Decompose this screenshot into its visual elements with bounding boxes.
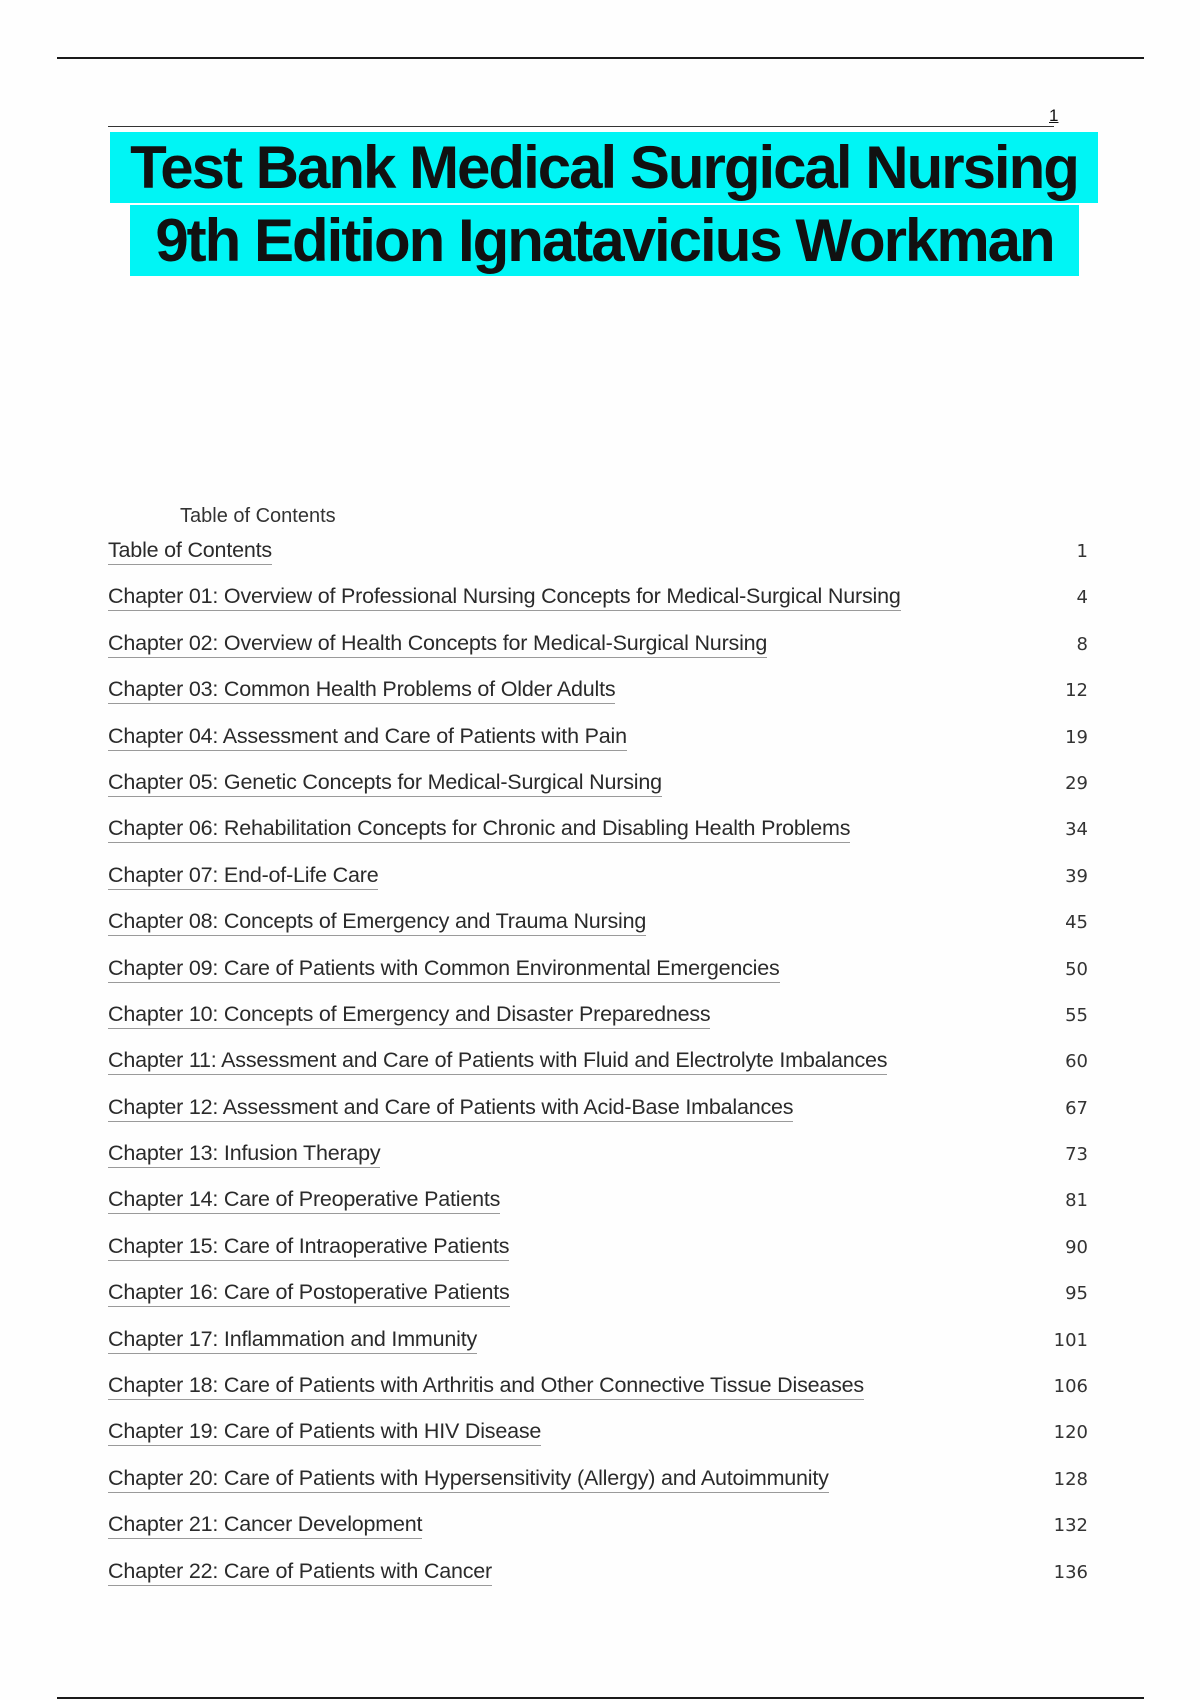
toc-entry[interactable]	[108, 1138, 1088, 1184]
bottom-rule	[57, 1697, 1144, 1699]
toc-entry-page: 50	[1065, 958, 1088, 980]
toc-entry-page: 29	[1065, 772, 1088, 794]
toc-entry-page: 136	[1053, 1561, 1088, 1583]
toc-entry[interactable]	[108, 999, 1088, 1045]
toc-entry[interactable]	[108, 628, 1088, 674]
toc-entry[interactable]	[108, 906, 1088, 952]
toc-entry-page: 120	[1053, 1422, 1088, 1444]
toc-entry-page: 45	[1065, 912, 1088, 934]
toc-entry[interactable]	[108, 581, 1088, 627]
toc-entry[interactable]	[108, 1277, 1088, 1323]
toc-entry-link[interactable]: Chapter 03: Common Health Problems of Older Adults	[108, 677, 615, 704]
toc-entry[interactable]	[108, 813, 1088, 859]
toc-entry-link[interactable]: Chapter 07: End-of-Life Care	[108, 863, 378, 890]
toc-entry[interactable]	[108, 1416, 1088, 1462]
toc-entry[interactable]	[108, 767, 1088, 813]
toc-entry-page: 60	[1065, 1051, 1088, 1073]
toc-entry-page: 101	[1053, 1329, 1088, 1351]
toc-entry-link[interactable]: Chapter 19: Care of Patients with HIV Disease	[108, 1419, 541, 1446]
toc-entry-link[interactable]: Chapter 13: Infusion Therapy	[108, 1141, 380, 1168]
toc-entry-page: 8	[1076, 633, 1088, 655]
toc-entry-page: 128	[1053, 1468, 1088, 1490]
toc-entry[interactable]	[108, 1370, 1088, 1416]
toc-entry-page: 90	[1065, 1236, 1088, 1258]
toc-entry-page: 4	[1076, 587, 1088, 609]
toc-entry-link[interactable]: Chapter 22: Care of Patients with Cancer	[108, 1559, 492, 1586]
toc-entry[interactable]	[108, 721, 1088, 767]
title-line-1: Test Bank Medical Surgical Nursing	[110, 132, 1098, 203]
toc-entry-link[interactable]: Chapter 15: Care of Intraoperative Patients	[108, 1234, 509, 1261]
top-rule	[57, 57, 1144, 59]
toc-entry-link[interactable]: Chapter 09: Care of Patients with Common Environmental Emergencies	[108, 956, 780, 983]
toc-entry-link[interactable]: Chapter 04: Assessment and Care of Patients with Pain	[108, 724, 627, 751]
toc-entry-link[interactable]: Chapter 11: Assessment and Care of Patients with Fluid and Electrolyte Imbalances	[108, 1048, 887, 1075]
toc-entry[interactable]	[108, 953, 1088, 999]
toc-entry-link[interactable]: Chapter 21: Cancer Development	[108, 1512, 422, 1539]
toc-entry-link[interactable]: Chapter 10: Concepts of Emergency and Disaster Preparedness	[108, 1002, 710, 1029]
toc-entry[interactable]	[108, 674, 1088, 720]
table-of-contents	[108, 535, 1088, 1602]
toc-entry-page: 132	[1053, 1515, 1088, 1537]
toc-entry[interactable]	[108, 860, 1088, 906]
toc-entry[interactable]	[108, 1184, 1088, 1230]
toc-entry-page: 95	[1065, 1283, 1088, 1305]
toc-entry-page: 73	[1065, 1144, 1088, 1166]
toc-entry[interactable]	[108, 1324, 1088, 1370]
toc-entry-link[interactable]: Chapter 06: Rehabilitation Concepts for Chronic and Disabling Health Problems	[108, 816, 850, 843]
toc-entry-page: 19	[1065, 726, 1088, 748]
toc-entry-page: 67	[1065, 1097, 1088, 1119]
toc-entry-page: 12	[1065, 680, 1088, 702]
toc-entry-page: 39	[1065, 865, 1088, 887]
toc-entry-link[interactable]: Chapter 14: Care of Preoperative Patients	[108, 1187, 500, 1214]
toc-entry-page: 34	[1065, 819, 1088, 841]
toc-entry[interactable]	[108, 1556, 1088, 1602]
toc-caption: Table of Contents	[180, 505, 336, 527]
toc-entry-link[interactable]: Chapter 17: Inflammation and Immunity	[108, 1327, 477, 1354]
toc-entry-page: 1	[1076, 541, 1088, 562]
toc-entry[interactable]	[108, 1509, 1088, 1555]
toc-entry[interactable]	[108, 1463, 1088, 1509]
toc-entry[interactable]	[108, 1231, 1088, 1277]
title-line-2: 9th Edition Ignatavicius Workman	[130, 205, 1079, 276]
toc-entry-link[interactable]: Chapter 18: Care of Patients with Arthritis and Other Connective Tissue Diseases	[108, 1373, 864, 1400]
toc-entry-link[interactable]: Chapter 01: Overview of Professional Nursing Concepts for Medical-Surgical Nursing	[108, 584, 901, 611]
toc-entry-link[interactable]: Chapter 16: Care of Postoperative Patients	[108, 1280, 510, 1307]
toc-entry-page: 81	[1065, 1190, 1088, 1212]
toc-entry-link[interactable]: Chapter 02: Overview of Health Concepts for Medical-Surgical Nursing	[108, 631, 767, 658]
toc-entry-link[interactable]: Chapter 20: Care of Patients with Hypersensitivity (Allergy) and Autoimmunity	[108, 1466, 829, 1493]
toc-entry[interactable]	[108, 535, 1088, 581]
toc-entry-link[interactable]: Table of Contents	[108, 538, 272, 565]
toc-entry-page: 55	[1065, 1004, 1088, 1026]
toc-entry-link[interactable]: Chapter 08: Concepts of Emergency and Trauma Nursing	[108, 909, 646, 936]
toc-entry[interactable]	[108, 1092, 1088, 1138]
header-line	[108, 126, 1054, 127]
toc-entry[interactable]	[108, 1045, 1088, 1091]
toc-entry-page: 106	[1053, 1376, 1088, 1398]
page-number: 1	[1049, 106, 1059, 125]
toc-entry-link[interactable]: Chapter 05: Genetic Concepts for Medical-Surgical Nursing	[108, 770, 662, 797]
toc-entry-link[interactable]: Chapter 12: Assessment and Care of Patients with Acid-Base Imbalances	[108, 1095, 793, 1122]
